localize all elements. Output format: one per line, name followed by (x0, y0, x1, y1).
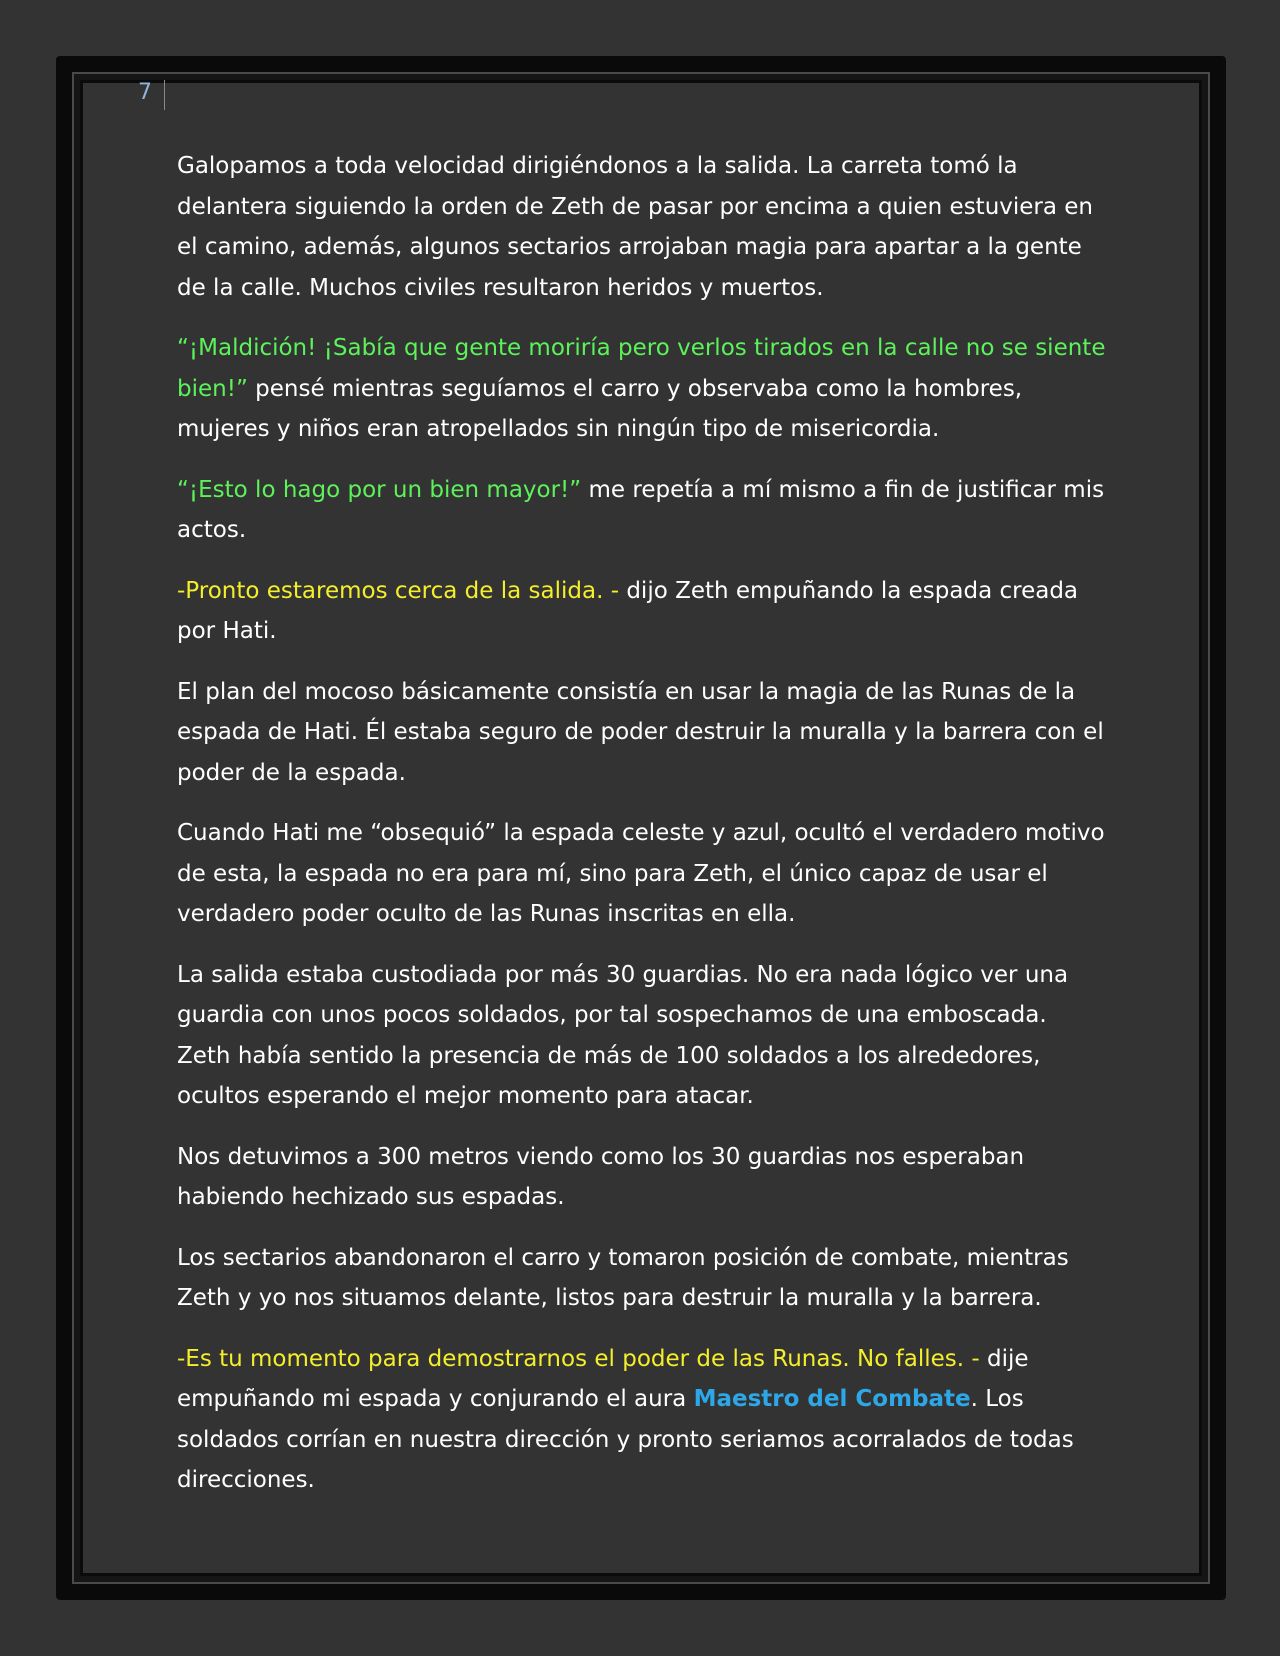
page-number-divider (164, 80, 165, 110)
paragraph-7 (177, 955, 1107, 1117)
narration-text: dije empuñando mi espada y conjurando el aura (177, 1345, 1029, 1412)
paragraph-6 (177, 813, 1107, 935)
narration-text: Nos detuvimos a 300 metros viendo como los 30 guardias nos esperaban habiendo hechizado sus espadas. (177, 1143, 1025, 1210)
narration-text: Cuando Hati me “obsequió” la espada celeste y azul, ocultó el verdadero motivo de esta, la espada no era para mí, sino para Zeth, el único capaz de usar el verdadero poder oculto de las Runas inscritas en ella. (177, 820, 1105, 927)
narration-text: El plan del mocoso básicamente consistía en usar la magia de las Runas de la espada de Hati. Él estaba seguro de poder destruir la muralla y la barrera con el poder de la espada. (177, 678, 1104, 786)
skill-name-text: Maestro del Combate (693, 1386, 971, 1412)
dialogue-text: -Pronto estaremos cerca de la salida. - (177, 577, 620, 604)
story-text (177, 146, 1107, 1521)
narration-text: dijo Zeth empuñando la espada creada por Hati. (177, 577, 1079, 644)
dialogue-text: -Es tu momento para demostrarnos el poder de las Runas. No falles. - (177, 1345, 980, 1372)
paragraph-1 (177, 146, 1107, 308)
paragraph-3 (177, 470, 1107, 551)
paragraph-4 (177, 571, 1107, 652)
paragraph-8 (177, 1137, 1107, 1218)
narration-text: pensé mientras seguíamos el carro y observaba como la hombres, mujeres y niños eran atropellados sin ningún tipo de misericordia. (177, 375, 1023, 442)
page-number: 7 (138, 80, 152, 105)
paragraph-5 (177, 672, 1107, 794)
thought-text: “¡Maldición! ¡Sabía que gente moriría pero verlos tirados en la calle no se siente bien!” (177, 335, 1106, 402)
thought-text: “¡Esto lo hago por un bien mayor!” (177, 476, 582, 503)
narration-text: . Los soldados corrían en nuestra dirección y pronto seriamos acorralados de todas direcciones. (177, 1386, 1074, 1493)
narration-text: La salida estaba custodiada por más 30 guardias. No era nada lógico ver una guardia con unos pocos soldados, por tal sospechamos de una emboscada. Zeth había sentido la presencia de más de 100 soldados a los alrededores, ocultos esperando el mejor momento para atacar. (177, 961, 1069, 1109)
paragraph-10 (177, 1339, 1107, 1501)
narration-text: me repetía a mí mismo a fin de justificar mis actos. (177, 476, 1105, 543)
paragraph-2 (177, 328, 1107, 450)
narration-text: Galopamos a toda velocidad dirigiéndonos a la salida. La carreta tomó la delantera siguiendo la orden de Zeth de pasar por encima a quien estuviera en el camino, además, algunos sectarios arrojaban magia para apartar a la gente de la calle. Muchos civiles resultaron heridos y muertos. (177, 153, 1094, 301)
paragraph-9 (177, 1238, 1107, 1319)
narration-text: Los sectarios abandonaron el carro y tomaron posición de combate, mientras Zeth y yo nos situamos delante, listos para destruir la muralla y la barrera. (177, 1244, 1069, 1311)
